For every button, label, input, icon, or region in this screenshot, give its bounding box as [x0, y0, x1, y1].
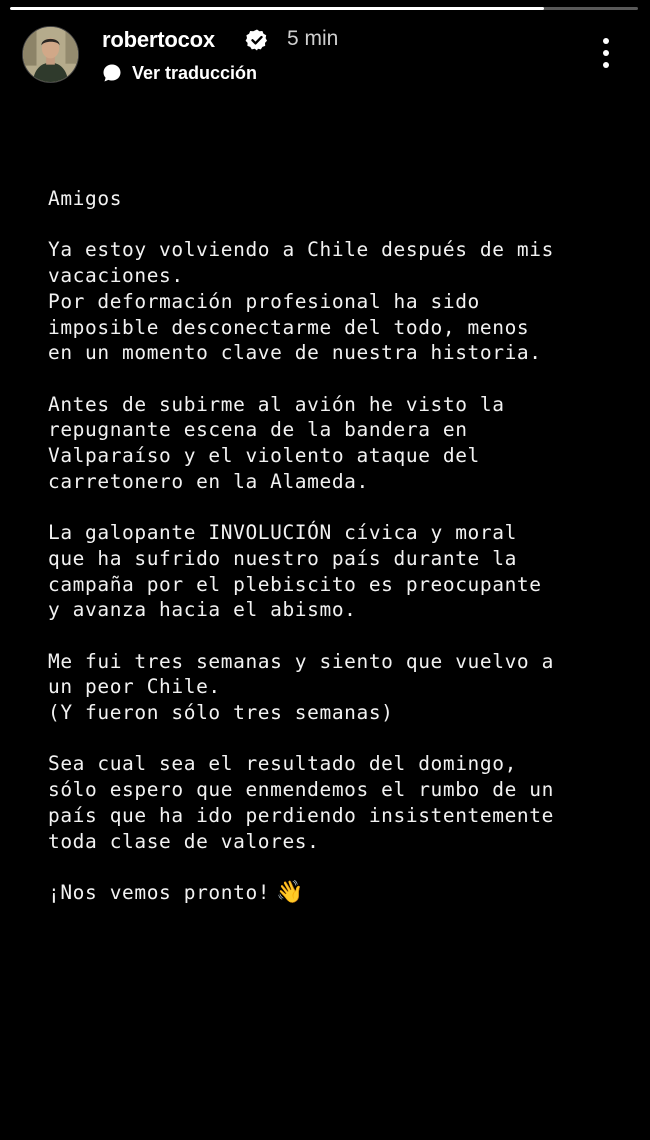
story-progress-bar [10, 7, 638, 10]
story-text-line: en un momento clave de nuestra historia. [48, 341, 542, 365]
story-paragraph [48, 392, 618, 495]
see-translation-label: Ver traducción [132, 62, 258, 83]
story-text-line: campaña por el plebiscito es preocupante [48, 572, 542, 596]
story-progress-fill [10, 7, 544, 10]
story-text-line: (Y fueron sólo tres semanas) [48, 701, 394, 724]
avatar-photo-icon [23, 27, 78, 82]
avatar[interactable] [22, 26, 79, 83]
story-text-line: Amigos [48, 187, 123, 210]
see-translation-button[interactable] [102, 61, 257, 85]
verified-badge-icon [245, 28, 269, 52]
story-text-line: ¡Nos vemos pronto! 👋 [48, 879, 305, 905]
more-vertical-icon [603, 38, 609, 44]
story-text-line: vacaciones. [48, 264, 184, 288]
story-paragraph [48, 237, 618, 366]
more-options-button[interactable] [598, 38, 614, 72]
story-paragraph [48, 880, 618, 906]
story-header [22, 24, 632, 86]
story-text-line: Me fui tres semanas y siento que vuelvo a [48, 649, 554, 673]
story-text-line: sólo espero que enmendemos el rumbo de un [48, 778, 554, 802]
story-text-line: Antes de subirme al avión he visto la [48, 392, 505, 416]
story-text-line: Por deformación profesional ha sido [48, 289, 480, 313]
story-text-line: La galopante INVOLUCIÓN cívica y moral [48, 521, 517, 545]
story-paragraph [48, 186, 618, 212]
story-text-line: Sea cual sea el resultado del domingo, [48, 752, 517, 776]
story-text-line: imposible desconectarme del todo, menos [48, 315, 530, 339]
story-text-line: Valparaíso y el violento ataque del [48, 444, 480, 467]
story-text-line: que ha sufrido nuestro país durante la [48, 546, 517, 570]
story-text-line: y avanza hacia el abismo. [48, 598, 357, 622]
translate-bubble-icon [102, 63, 122, 83]
story-paragraph [48, 649, 618, 726]
more-vertical-icon [603, 62, 609, 68]
story-text-line: país que ha ido perdiendo insistentemente [48, 803, 554, 827]
more-vertical-icon [603, 50, 609, 56]
story-paragraph [48, 520, 618, 623]
story-paragraph [48, 751, 618, 854]
story-text-line: un peor Chile. [48, 675, 221, 699]
waving-hand-emoji: 👋 [276, 879, 305, 905]
post-time: 5 min [287, 27, 339, 50]
story-text-line: repugnante escena de la bandera en [48, 418, 468, 442]
username[interactable]: robertocox [102, 27, 215, 52]
story-text-body [48, 186, 618, 931]
story-text-line: carretonero en la Alameda. [48, 469, 369, 493]
story-text-line: Ya estoy volviendo a Chile después de mis [48, 238, 554, 262]
story-text-line: toda clase de valores. [48, 829, 320, 853]
